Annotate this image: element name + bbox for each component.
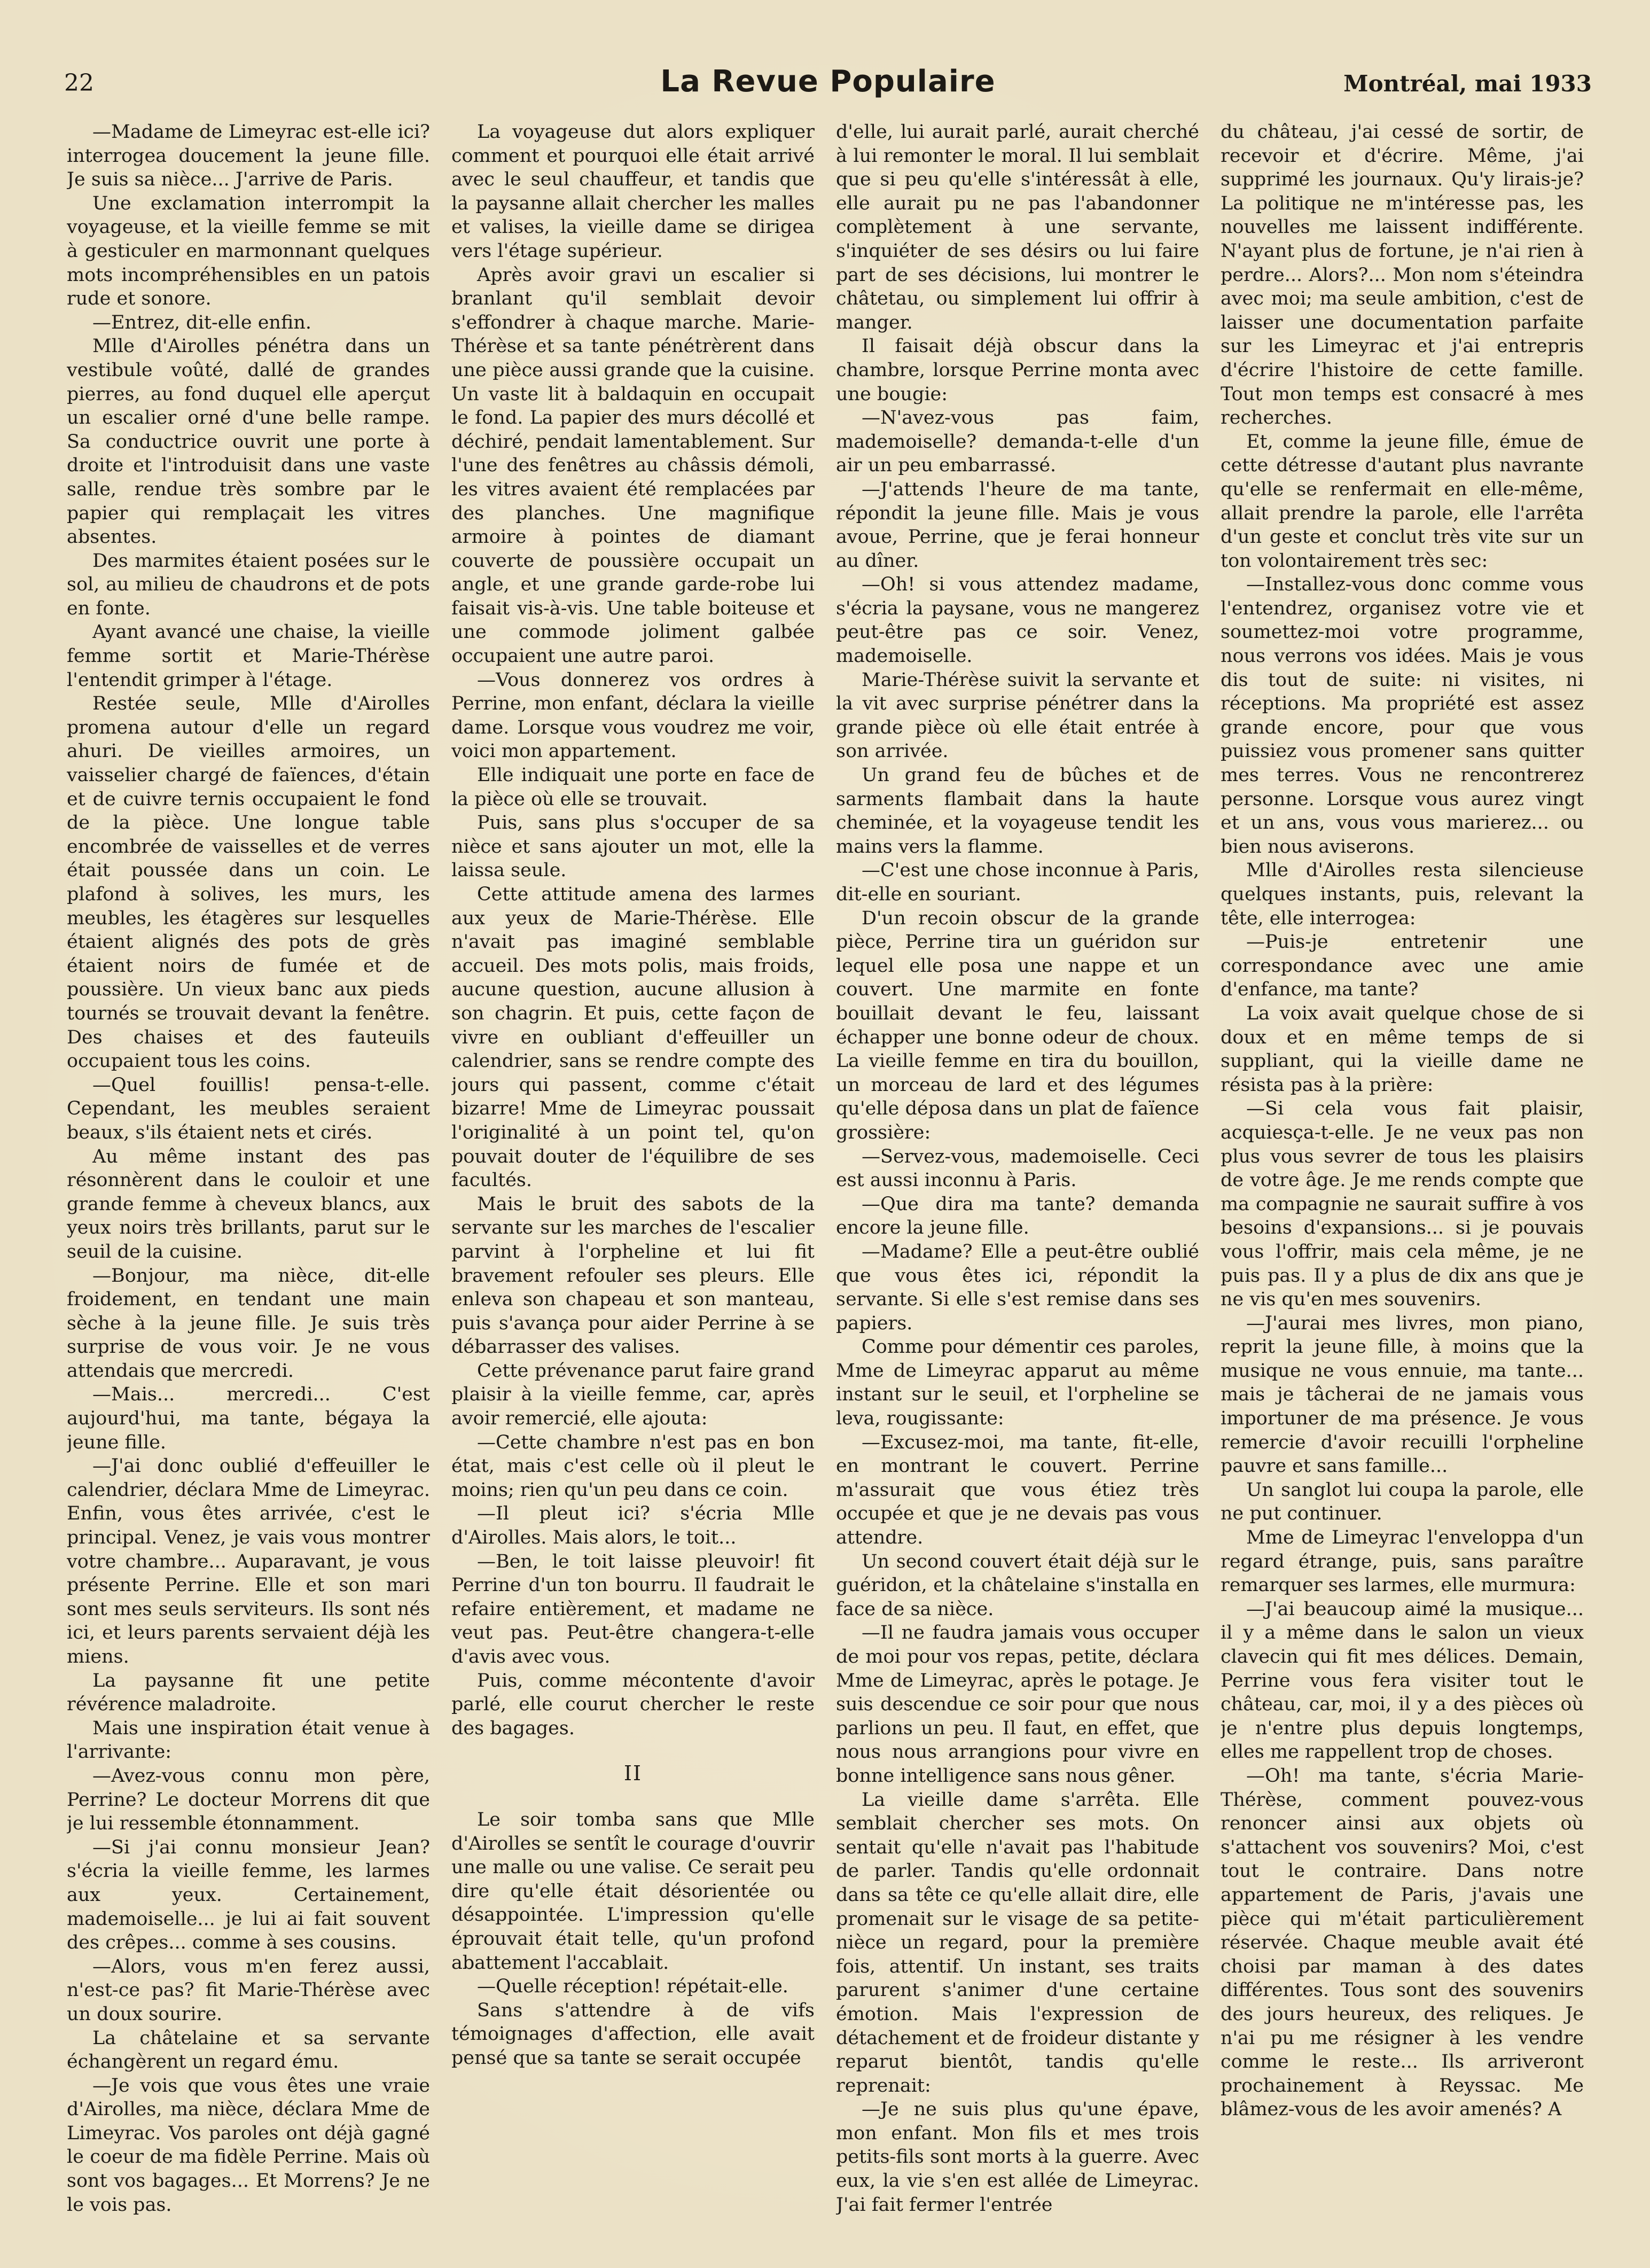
text-column-2 bbox=[451, 120, 815, 2215]
text-column-3 bbox=[836, 120, 1199, 2215]
paragraph: D'un recoin obscur de la grande pièce, Perrine tira un guéridon sur lequel elle posa une nappe et un couvert. Une marmite en fonte bouillait devant le feu, laissant échapper une bonne odeur de choux. La vieille femme en tira du bouillon, un morceau de lard et des légumes qu'elle déposa dans un plat de faïence grossière: bbox=[836, 907, 1199, 1143]
paragraph: Puis, comme mécontente d'avoir parlé, elle courut chercher le reste des bagages. bbox=[451, 1670, 815, 1739]
paragraph: —Bonjour, ma nièce, dit-elle froidement, en tendant une main sèche à la jeune fille. Je suis très surprise de vous voir. Je ne vous attendais que mercredi. bbox=[67, 1265, 430, 1382]
page-number: 22 bbox=[64, 69, 94, 97]
paragraph: Un grand feu de bûches et de sarments flambait dans la haute cheminée, et la voyageuse tendit les mains vers la flamme. bbox=[836, 765, 1199, 858]
paragraph: —Excusez-moi, ma tante, fit-elle, en montrant le couvert. Perrine m'assurait que vous étiez très occupée et que je ne devais pas vous attendre. bbox=[836, 1431, 1199, 1549]
paragraph: Elle indiquait une porte en face de la pièce où elle se trouvait. bbox=[451, 765, 815, 810]
paragraph: Il faisait déjà obscur dans la chambre, lorsque Perrine monta avec une bougie: bbox=[836, 336, 1199, 405]
paragraph: —Je ne suis plus qu'une épave, mon enfant. Mon fils et mes trois petits-fils sont morts à la guerre. Avec eux, la vie s'en est allée de Limeyrac. J'ai fait fermer l'entrée bbox=[836, 2099, 1199, 2215]
paragraph: —C'est une chose inconnue à Paris, dit-elle en souriant. bbox=[836, 860, 1199, 905]
paragraph: Comme pour démentir ces paroles, Mme de Limeyrac apparut au même instant sur le seuil, et l'orpheline se leva, rougissante: bbox=[836, 1336, 1199, 1430]
paragraph: —Installez-vous donc comme vous l'entendrez, organisez votre vie et soumettez-moi votre programme, nous verrons vos idées. Mais je vous dis tout de suite: ni visites, ni réceptions. Ma propriété est assez grande encore, pour que vous puissiez vous promener sans quitter mes terres. Vous ne rencontrerez personne. Lorsque vous aurez vingt et un ans, vous vous marierez... ou bien nous aviserons. bbox=[1221, 574, 1584, 858]
paragraph: Sans s'attendre à de vifs témoignages d'affection, elle avait pensé que sa tante se serait occupée bbox=[451, 1999, 815, 2069]
paragraph: —J'aurai mes livres, mon piano, reprit la jeune fille, à moins que la musique ne vous ennuie, ma tante... mais je tâcherai de ne jamais vous importuner de ma présence. Je vous remercie d'avoir recuilli l'orpheline pauvre et sans famille... bbox=[1221, 1312, 1584, 1477]
paragraph: Marie-Thérèse suivit la servante et la vit avec surprise pénétrer dans la grande pièce où elle était entrée à son arrivée. bbox=[836, 669, 1199, 762]
page-header bbox=[64, 64, 1592, 112]
paragraph: Mlle d'Airolles resta silencieuse quelques instants, puis, relevant la tête, elle interrogea: bbox=[1221, 860, 1584, 929]
paragraph: La paysanne fit une petite révérence maladroite. bbox=[67, 1670, 430, 1716]
paragraph: —Oh! si vous attendez madame, s'écria la paysane, vous ne mangerez peut-être pas ce soir. Venez, mademoiselle. bbox=[836, 574, 1199, 667]
paragraph: d'elle, lui aurait parlé, aurait cherché à lui remonter le moral. Il lui semblait que si peu qu'elle s'intéressât à elle, elle aurait pu ne pas l'abandonner complètement à une servante, s'inquiéter de ses désirs ou lui faire part de ses décisions, lui montrer le châtetau, ou simplement lui offrir à manger. bbox=[836, 121, 1199, 333]
section-heading: II bbox=[623, 1762, 643, 1786]
paragraph: —Quelle réception! répétait-elle. bbox=[477, 1976, 788, 1998]
paragraph: —Que dira ma tante? demanda encore la jeune fille. bbox=[836, 1193, 1199, 1239]
paragraph: Ayant avancé une chaise, la vieille femme sortit et Marie-Thérèse l'entendit grimper à l'étage. bbox=[67, 621, 430, 691]
paragraph: Restée seule, Mlle d'Airolles promena autour d'elle un regard ahuri. De vieilles armoires, un vaisselier chargé de faïences, d'étain et de cuivre ternis occupaient le fond de la pièce. Une longue table encombrée de vaisselles et de verres était poussée dans un coin. Le plafond à solives, les murs, les meubles, les étagères sur lesquelles étaient alignés des pots de grès étaient noirs de fumée et de poussière. Un vieux banc aux pieds tournés se trouvait devant la fenêtre. Des chaises et des fauteuils occupaient tous les coins. bbox=[67, 693, 430, 1072]
paragraph: —Ben, le toit laisse pleuvoir! fit Perrine d'un ton bourru. Il faudrait le refaire entièrement, et madame ne veut pas. Peut-être changera-t-elle d'avis avec vous. bbox=[451, 1550, 815, 1667]
paragraph: Mais une inspiration était venue à l'arrivante: bbox=[67, 1717, 430, 1763]
paragraph: Mme de Limeyrac l'enveloppa d'un regard étrange, puis, sans paraître remarquer ses larmes, elle murmura: bbox=[1221, 1527, 1584, 1596]
paragraph: —Madame de Limeyrac est-elle ici? interrogea doucement la jeune fille. Je suis sa nièce... J'arrive de Paris. bbox=[67, 121, 430, 191]
dateline: Montréal, mai 1933 bbox=[1343, 71, 1592, 97]
paragraph: —Puis-je entretenir une correspondance avec une amie d'enfance, ma tante? bbox=[1221, 931, 1584, 1001]
paragraph: —J'attends l'heure de ma tante, répondit la jeune fille. Mais je vous avoue, Perrine, que je ferai honneur au dîner. bbox=[836, 478, 1199, 572]
paragraph: —J'ai donc oublié d'effeuiller le calendrier, déclara Mme de Limeyrac. Enfin, vous êtes arrivée, c'est le principal. Venez, je vais vous montrer votre chambre... Auparavant, je vous présente Perrine. Elle et son mari sont mes seuls serviteurs. Ils sont nés ici, et leurs parents servaient déjà les miens. bbox=[67, 1455, 430, 1667]
paragraph: Cette attitude amena des larmes aux yeux de Marie-Thérèse. Elle n'avait pas imaginé semblable accueil. Des mots polis, mais froids, aucune question, aucune allusion à son chagrin. Et puis, cette façon de vivre en oubliant d'effeuiller un calendrier, sans se rendre compte des jours qui passent, comme c'était bizarre! Mme de Limeyrac poussait l'originalité à un point tel, qu'on pouvait douter de l'équilibre de ses facultés. bbox=[451, 884, 815, 1191]
paragraph: Un second couvert était déjà sur le guéridon, et la châtelaine s'installa en face de sa nièce. bbox=[836, 1550, 1199, 1620]
publication-title: La Revue Populaire bbox=[660, 64, 996, 99]
paragraph: Des marmites étaient posées sur le sol, au milieu de chaudrons et de pots en fonte. bbox=[67, 550, 430, 619]
paragraph: —Servez-vous, mademoiselle. Ceci est aussi inconnu à Paris. bbox=[836, 1145, 1199, 1191]
paragraph: Un sanglot lui coupa la parole, elle ne put continuer. bbox=[1221, 1479, 1584, 1525]
paragraph: La voix avait quelque chose de si doux et en même temps de si suppliant, qui la vieille dame ne résista pas à la prière: bbox=[1221, 1002, 1584, 1096]
paragraph: La vieille dame s'arrêta. Elle semblait chercher ses mots. On sentait qu'elle n'avait pas l'habitude de parler. Tandis qu'elle ordonnait dans sa tête ce qu'elle allait dire, elle promenait sur le visage de sa petite-nièce un regard, pour la première fois, attentif. Un instant, ses traits parurent s'animer d'une certaine émotion. Mais l'expression de détachement et de froideur distante y reparut bientôt, tandis qu'elle reprenait: bbox=[836, 1789, 1199, 2096]
article-columns bbox=[67, 120, 1584, 2215]
paragraph: —Avez-vous connu mon père, Perrine? Le docteur Morrens dit que je lui ressemble étonnamment. bbox=[67, 1765, 430, 1835]
paragraph: —Si cela vous fait plaisir, acquiesça-t-elle. Je ne veux pas non plus vous sevrer de tous les plaisirs de votre âge. Je me rends compte que ma compagnie ne saurait suffire à vos besoins d'expansions... si je pouvais vous l'offrir, mais cela même, je ne puis pas. Il y a plus de dix ans que je ne vis qu'en mes souvenirs. bbox=[1221, 1098, 1584, 1311]
paragraph: Mlle d'Airolles pénétra dans un vestibule voûté, dallé de grandes pierres, au fond duquel elle aperçut un escalier orné d'une belle rampe. Sa conductrice ouvrit une porte à droite et l'introduisit dans une vaste salle, rendue très sombre par le papier qui remplaçait les vitres absentes. bbox=[67, 336, 430, 548]
paragraph: Après avoir gravi un escalier si branlant qu'il semblait devoir s'effondrer à chaque marche. Marie-Thérèse et sa tante pénétrèrent dans une pièce aussi grande que la cuisine. Un vaste lit à baldaquin en occupait le fond. La papier des murs décollé et déchiré, pendait lamentablement. Sur l'une des fenêtres au châssis démoli, les vitres avaient été remplacées par des planches. Une magnifique armoire à pointes de diamant couverte de poussière occupait un angle, et une grande garde-robe lui faisait vis-à-vis. Une table boiteuse et une commode joliment galbée occupaient une autre paroi. bbox=[451, 264, 815, 667]
paragraph: —Il ne faudra jamais vous occuper de moi pour vos repas, petite, déclara Mme de Limeyrac, après le potage. Je suis descendue ce soir pour que nous parlions un peu. Il faut, en effet, que nous nous arrangions pour vivre en bonne intelligence sans nous gêner. bbox=[836, 1622, 1199, 1787]
paragraph: La châtelaine et sa servante échangèrent un regard ému. bbox=[67, 2027, 430, 2073]
paragraph: Au même instant des pas résonnèrent dans le couloir et une grande femme à cheveux blancs, aux yeux noirs très brillants, parut sur le seuil de la cuisine. bbox=[67, 1145, 430, 1262]
paragraph: Et, comme la jeune fille, émue de cette détresse d'autant plus navrante qu'elle se renfermait en elle-même, allait prendre la parole, elle l'arrêta d'un geste et conclut très vite sur un ton volontairement très sec: bbox=[1221, 431, 1584, 572]
paragraph: —Il pleut ici? s'écria Mlle d'Airolles. Mais alors, le toit... bbox=[451, 1503, 815, 1549]
paragraph: —Entrez, dit-elle enfin. bbox=[92, 311, 311, 333]
paragraph: Cette prévenance parut faire grand plaisir à la vieille femme, car, après avoir remercié, elle ajouta: bbox=[451, 1360, 815, 1430]
text-column-1 bbox=[67, 120, 430, 2215]
paragraph: —J'ai beaucoup aimé la musique... il y a même dans le salon un vieux clavecin qui fit mes délices. Demain, Perrine vous fera visiter tout le château, car, moi, il y a des pièces où je n'entre plus depuis longtemps, elles me rappellent trop de choses. bbox=[1221, 1598, 1584, 1763]
paragraph: Le soir tomba sans que Mlle d'Airolles se sentît le courage d'ouvrir une malle ou une valise. Ce serait peu dire qu'elle était désorientée ou désappointée. L'impression qu'elle éprouvait était telle, qu'un profond abattement l'accablait. bbox=[451, 1809, 815, 1974]
paragraph: —Je vois que vous êtes une vraie d'Airolles, ma nièce, déclara Mme de Limeyrac. Vos paroles ont déjà gagné le coeur de ma fidèle Perrine. Mais où sont vos bagages... Et Morrens? Je ne le vois pas. bbox=[67, 2075, 430, 2215]
paragraph: La voyageuse dut alors expliquer comment et pourquoi elle était arrivé avec le seul chauffeur, et tandis que la paysanne allait chercher les malles et valises, la vieille dame se dirigea vers l'étage supérieur. bbox=[451, 121, 815, 262]
paragraph: —Cette chambre n'est pas en bon état, mais c'est celle où il pleut le moins; rien qu'un peu dans ce coin. bbox=[451, 1431, 815, 1501]
paragraph: —Mais... mercredi... C'est aujourd'hui, ma tante, bégaya la jeune fille. bbox=[67, 1384, 430, 1453]
paragraph: —N'avez-vous pas faim, mademoiselle? demanda-t-elle d'un air un peu embarrassé. bbox=[836, 407, 1199, 477]
paragraph: —Si j'ai connu monsieur Jean? s'écria la vieille femme, les larmes aux yeux. Certainement, mademoiselle... je lui ai fait souvent des crêpes... comme à ses cousins. bbox=[67, 1836, 430, 1954]
paragraph: Une exclamation interrompit la voyageuse, et la vieille femme se mit à gesticuler en marmonnant quelques mots incompréhensibles en un patois rude et sonore. bbox=[67, 192, 430, 310]
text-column-4 bbox=[1221, 120, 1584, 2215]
paragraph: Puis, sans plus s'occuper de sa nièce et sans ajouter un mot, elle la laissa seule. bbox=[451, 812, 815, 882]
paragraph: —Quel fouillis! pensa-t-elle. Cependant, les meubles seraient beaux, s'ils étaient nets et cirés. bbox=[67, 1074, 430, 1143]
paragraph: —Oh! ma tante, s'écria Marie-Thérèse, comment pouvez-vous renoncer ainsi aux objets où s'attachent vos souvenirs? Moi, c'est tout le contraire. Dans notre appartement de Paris, j'avais une pièce qui m'était particulièrement réservée. Chaque meuble avait été choisi par maman à des dates différentes. Tous sont des souvenirs des jours heureux, des reliques. Je n'ai pu me résigner à les vendre comme le reste... Ils arriveront prochainement à Reyssac. Me blâmez-vous de les avoir amenés? A bbox=[1221, 1765, 1584, 2121]
paragraph: —Alors, vous m'en ferez aussi, n'est-ce pas? fit Marie-Thérèse avec un doux sourire. bbox=[67, 1955, 430, 2025]
paragraph: Mais le bruit des sabots de la servante sur les marches de l'escalier parvint à l'orpheline et lui fit bravement refouler ses pleurs. Elle enleva son chapeau et son manteau, puis s'avança pour aider Perrine à se débarrasser des valises. bbox=[451, 1193, 815, 1358]
paragraph: —Vous donnerez vos ordres à Perrine, mon enfant, déclara la vieille dame. Lorsque vous voudrez me voir, voici mon appartement. bbox=[451, 669, 815, 762]
paragraph: du château, j'ai cessé de sortir, de recevoir et d'écrire. Même, j'ai supprimé les journaux. Qu'y lirais-je? La politique ne m'intéresse pas, les nouvelles me laissent indifférente. N'ayant plus de fortune, je n'ai rien à perdre... Alors?... Mon nom s'éteindra avec moi; ma seule ambition, c'est de laisser une documentation parfaite sur les Limeyrac et j'ai entrepris d'écrire l'histoire de cette famille. Tout mon temps est consacré à mes recherches. bbox=[1221, 121, 1584, 429]
paragraph: —Madame? Elle a peut-être oublié que vous êtes ici, répondit la servante. Si elle s'est remise dans ses papiers. bbox=[836, 1241, 1199, 1334]
